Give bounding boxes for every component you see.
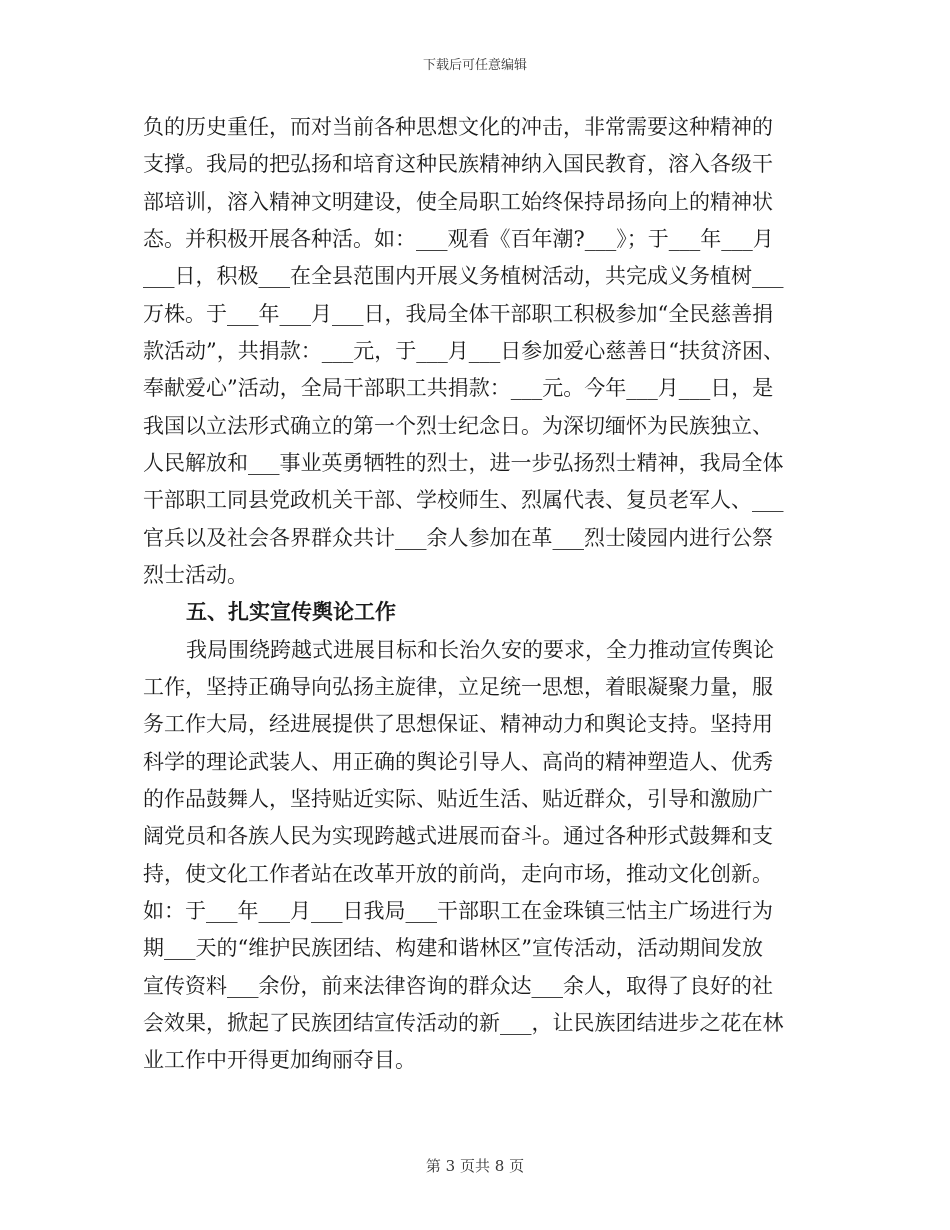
- body-line: 的作品鼓舞人，坚持贴近实际、贴近生活、贴近群众，引导和激励广: [143, 787, 773, 811]
- body-line: 奉献爱心”活动，全局干部职工共捐款：___元。今年___月___日，是: [143, 376, 774, 400]
- page-header-note: 下载后可任意编辑: [422, 58, 527, 73]
- body-line: 宣传资料___余份，前来法律咨询的群众达___余人，取得了良好的社: [143, 974, 773, 998]
- body-line: 阔党员和各族人民为实现跨越式进展而奋斗。通过各种形式鼓舞和支: [143, 824, 773, 848]
- body-line: 款活动”，共捐款：___元，于___月___日参加爱心慈善日“扶贫济困、: [143, 339, 784, 363]
- body-line: 务工作大局，经进展提供了思想保证、精神动力和舆论支持。坚持用: [143, 712, 773, 736]
- body-line: 烈士活动。: [143, 563, 248, 587]
- body-line: 万株。于___年___月___日，我局全体干部职工积极参加“全民慈善捐: [143, 302, 774, 326]
- body-line: 会效果，掀起了民族团结宣传活动的新___，让民族团结进步之花在林: [143, 1011, 784, 1035]
- body-line: 持，使文化工作者站在改革开放的前尚，走向市场，推动文化创新。: [143, 862, 773, 886]
- body-line: 态。并积极开展各种活。如：___观看《百年潮?___》；于___年___月: [143, 227, 774, 251]
- body-line: 负的历史重任，而对当前各种思想文化的冲击，非常需要这种精神的: [143, 115, 773, 139]
- body-line: 人民解放和___事业英勇牺牲的烈士，进一步弘扬烈士精神，我局全体: [143, 451, 784, 475]
- body-line: 如：于___年___月___日我局___干部职工在金珠镇三怙主广场进行为: [143, 899, 773, 923]
- body-line: 部培训，溶入精神文明建设，使全局职工始终保持昂扬向上的精神状: [143, 190, 773, 214]
- body-line: 我局围绕跨越式进展目标和长治久安的要求，全力推动宣传舆论: [186, 638, 774, 662]
- body-line: 干部职工同县党政机关干部、学校师生、烈属代表、复员老军人、___: [143, 488, 784, 512]
- body-line: 期___天的“维护民族团结、构建和谐林区”宣传活动，活动期间发放: [143, 936, 763, 960]
- body-line: 我国以立法形式确立的第一个烈士纪念日。为深切缅怀为民族独立、: [143, 414, 773, 438]
- body-line: 业工作中开得更加绚丽夺目。: [143, 1048, 416, 1072]
- body-line: 科学的理论武装人、用正确的舆论引导人、高尚的精神塑造人、优秀: [143, 750, 773, 774]
- body-line: 工作，坚持正确导向弘扬主旋律，立足统一思想，着眼凝聚力量，服: [143, 675, 773, 699]
- section-heading: 五、扎实宣传舆论工作: [186, 600, 396, 624]
- body-line: 官兵以及社会各界群众共计___余人参加在革___烈士陵园内进行公祭: [143, 526, 773, 550]
- page-number: 第 3 页共 8 页: [425, 1157, 525, 1175]
- body-line: ___日，积极___在全县范围内开展义务植树活动，共完成义务植树___: [143, 264, 784, 288]
- body-line: 支撑。我局的把弘扬和培育这种民族精神纳入国民教育，溶入各级干: [143, 152, 773, 176]
